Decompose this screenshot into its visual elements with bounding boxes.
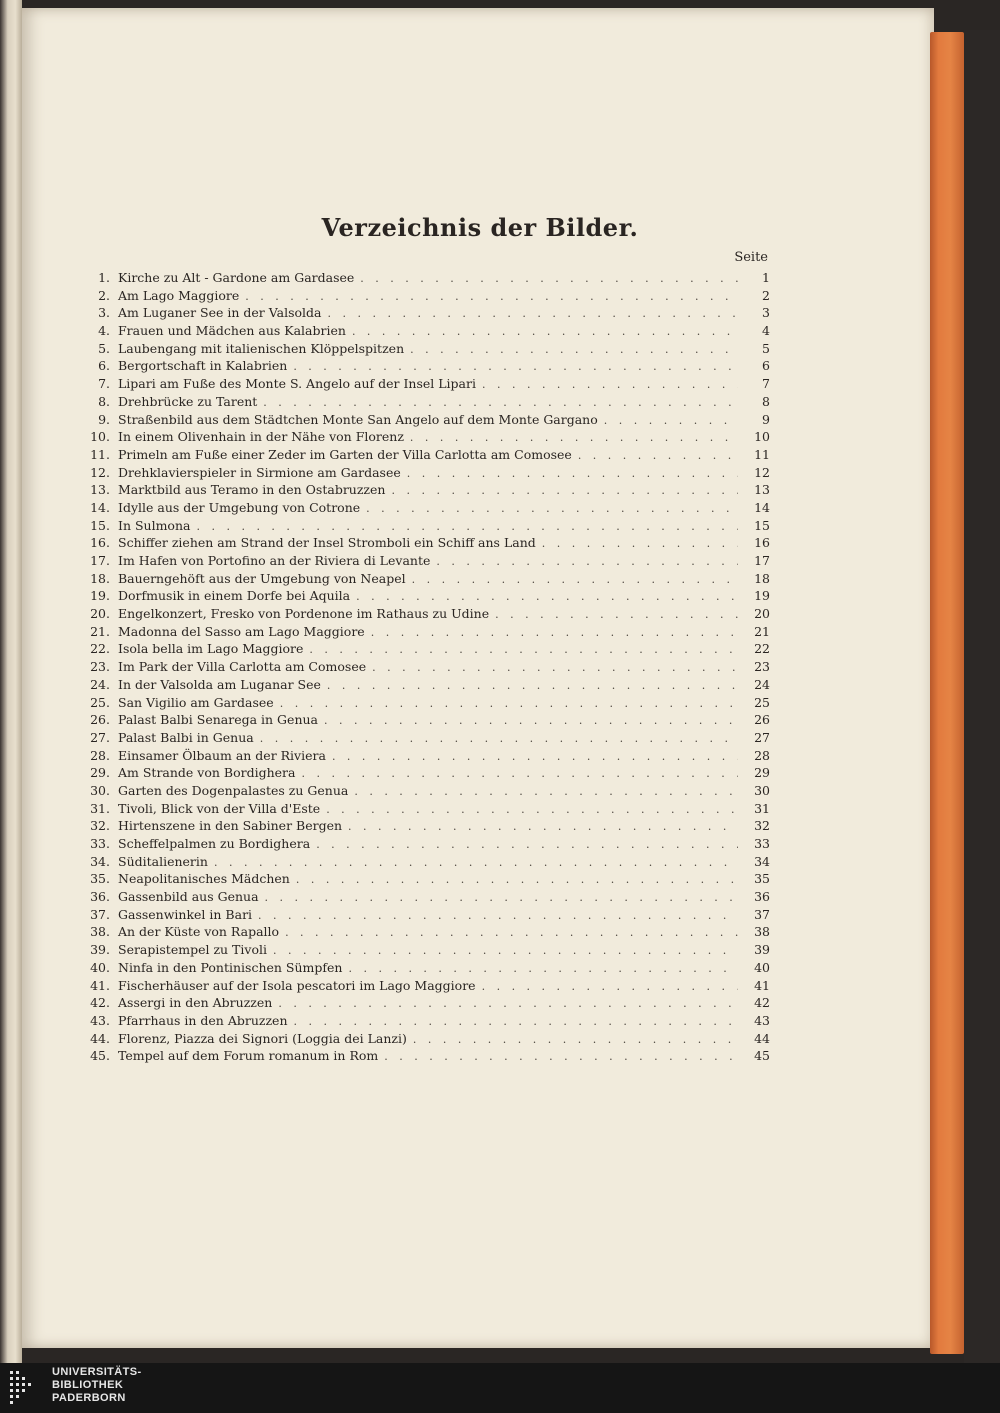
toc-entry-12 [84, 464, 770, 482]
leader-dots [372, 659, 738, 677]
toc-entry-4 [84, 322, 770, 340]
entry-number: 7. [98, 376, 110, 392]
entry-title: Drehbrücke zu Tarent [118, 393, 258, 409]
entry-number: 8. [98, 393, 110, 409]
leader-dots [348, 960, 738, 978]
entry-page: 8 [762, 393, 770, 409]
entry-number: 29. [90, 765, 110, 781]
leader-dots [260, 730, 738, 748]
toc-entry-37 [84, 906, 770, 924]
toc-entry-25 [84, 694, 770, 712]
entry-number: 39. [90, 942, 110, 958]
toc-entry-36 [84, 888, 770, 906]
entry-title: Pfarrhaus in den Abruzzen [118, 1012, 288, 1028]
entry-page: 5 [762, 340, 770, 356]
entry-page: 11 [754, 446, 770, 462]
entry-page: 40 [754, 959, 770, 975]
leader-dots [542, 535, 738, 553]
logo-line-2: BIBLIOTHEK [52, 1379, 124, 1391]
entry-page: 2 [762, 287, 770, 303]
entry-title: In einem Olivenhain in der Nähe von Florenz [118, 429, 404, 445]
entry-number: 44. [90, 1030, 110, 1046]
entry-number: 32. [90, 818, 110, 834]
entry-title: Isola bella im Lago Maggiore [118, 641, 304, 657]
toc-entry-13 [84, 481, 770, 499]
entry-page: 41 [754, 977, 770, 993]
toc-entry-7 [84, 375, 770, 393]
entry-page: 4 [762, 323, 770, 339]
toc-entry-27 [84, 729, 770, 747]
entry-page: 25 [754, 694, 770, 710]
entry-number: 3. [98, 305, 110, 321]
entry-title: Scheffelpalmen zu Bordighera [118, 836, 311, 851]
leader-dots [410, 429, 738, 447]
entry-page: 16 [754, 535, 770, 551]
leader-dots [301, 765, 738, 783]
toc-entry-16 [84, 534, 770, 552]
toc-entry-19 [84, 587, 770, 605]
library-logo-icon [8, 1367, 44, 1407]
entry-title: San Vigilio am Gardasee [118, 694, 274, 710]
entry-number: 2. [98, 287, 110, 303]
entry-number: 30. [90, 782, 110, 798]
entry-page: 33 [754, 836, 770, 851]
book-spine [930, 32, 964, 1354]
entry-page: 45 [754, 1048, 770, 1064]
leader-dots [196, 518, 738, 536]
entry-page: 10 [754, 429, 770, 445]
leader-dots [352, 323, 738, 341]
toc-entry-43 [84, 1012, 770, 1030]
entry-title: Am Strande von Bordighera [118, 765, 296, 781]
leader-dots [327, 305, 738, 323]
toc-entry-34 [84, 853, 770, 871]
leader-dots [309, 641, 738, 659]
toc-entry-44 [84, 1030, 770, 1048]
logo-line-1: UNIVERSITÄTS- [52, 1366, 142, 1378]
entry-number: 23. [90, 659, 110, 675]
leader-dots [265, 889, 738, 907]
leader-dots [263, 394, 738, 412]
leader-dots [258, 907, 738, 925]
toc-entry-17 [84, 552, 770, 570]
entry-number: 5. [98, 340, 110, 356]
table-of-contents [84, 269, 770, 1065]
leader-dots [407, 465, 738, 483]
entry-page: 38 [754, 924, 770, 940]
toc-entry-15 [84, 517, 770, 535]
toc-entry-24 [84, 676, 770, 694]
leader-dots [356, 588, 738, 606]
leader-dots [285, 924, 738, 942]
entry-number: 40. [90, 959, 110, 975]
entry-number: 28. [90, 747, 110, 763]
entry-number: 17. [90, 553, 110, 568]
entry-title: Tempel auf dem Forum romanum in Rom [118, 1048, 379, 1064]
leader-dots [327, 677, 738, 695]
entry-page: 42 [754, 995, 770, 1011]
toc-entry-23 [84, 658, 770, 676]
leader-dots [412, 571, 738, 589]
entry-number: 43. [90, 1012, 110, 1028]
entry-number: 35. [90, 871, 110, 887]
previous-page-edge [0, 0, 22, 1363]
entry-title: Neapolitanisches Mädchen [118, 871, 290, 887]
leader-dots [495, 606, 738, 624]
entry-page: 1 [762, 270, 770, 285]
toc-entry-31 [84, 800, 770, 818]
entry-title: Idylle aus der Umgebung von Cotrone [118, 499, 361, 515]
entry-number: 38. [90, 924, 110, 940]
toc-entry-5 [84, 340, 770, 358]
leader-dots [391, 482, 738, 500]
entry-title: Drehklavierspieler in Sirmione am Gardasee [118, 464, 401, 480]
entry-title: Am Luganer See in der Valsolda [118, 305, 322, 321]
entry-page: 35 [754, 871, 770, 887]
entry-page: 28 [754, 747, 770, 763]
scan-margin [964, 30, 1000, 1363]
entry-page: 6 [762, 358, 770, 374]
toc-entry-3 [84, 304, 770, 322]
footer-bar [0, 1363, 1000, 1413]
entry-title: Palast Balbi Senarega in Genua [118, 712, 318, 728]
entry-title: Laubengang mit italienischen Klöppelspitzen [118, 340, 405, 356]
toc-entry-32 [84, 817, 770, 835]
entry-title: Straßenbild aus dem Städtchen Monte San Angelo auf dem Monte Gargano [118, 411, 598, 427]
entry-title: Gassenwinkel in Bari [118, 906, 253, 922]
entry-title: Kirche zu Alt - Gardone am Gardasee [118, 270, 355, 285]
entry-page: 26 [754, 712, 770, 728]
entry-number: 34. [90, 853, 110, 869]
leader-dots [578, 447, 738, 465]
entry-number: 45. [90, 1048, 110, 1064]
entry-title: Im Hafen von Portofino an der Riviera di Levante [118, 553, 431, 568]
leader-dots [293, 358, 738, 376]
leader-dots [294, 1013, 738, 1031]
entry-title: Ninfa in den Pontinischen Sümpfen [118, 959, 343, 975]
toc-entry-41 [84, 977, 770, 995]
leader-dots [413, 1031, 738, 1049]
entry-title: Tivoli, Blick von der Villa d'Este [118, 800, 321, 816]
entry-page: 14 [754, 499, 770, 515]
leader-dots [332, 748, 738, 766]
entry-number: 12. [90, 464, 110, 480]
entry-number: 18. [90, 570, 110, 586]
leader-dots [604, 412, 738, 430]
logo-line-3: PADERBORN [52, 1392, 126, 1404]
entry-title: Dorfmusik in einem Dorfe bei Aquila [118, 588, 351, 604]
toc-entry-42 [84, 994, 770, 1012]
toc-entry-11 [84, 446, 770, 464]
toc-entry-26 [84, 711, 770, 729]
entry-page: 19 [754, 588, 770, 604]
toc-entry-1 [84, 269, 770, 287]
leader-dots [296, 871, 738, 889]
entry-title: Marktbild aus Teramo in den Ostabruzzen [118, 482, 386, 498]
entry-number: 13. [90, 482, 110, 498]
entry-title: Palast Balbi in Genua [118, 729, 254, 745]
entry-number: 24. [90, 676, 110, 692]
entry-number: 21. [90, 623, 110, 639]
entry-page: 23 [754, 659, 770, 675]
leader-dots [348, 818, 738, 836]
entry-title: Assergi in den Abruzzen [118, 995, 273, 1011]
toc-entry-10 [84, 428, 770, 446]
leader-dots [384, 1048, 738, 1066]
entry-page: 43 [754, 1012, 770, 1028]
entry-number: 26. [90, 712, 110, 728]
toc-entry-18 [84, 570, 770, 588]
entry-page: 17 [754, 553, 770, 568]
entry-number: 37. [90, 906, 110, 922]
entry-title: Garten des Dogenpalastes zu Genua [118, 782, 349, 798]
entry-title: Am Lago Maggiore [118, 287, 240, 303]
entry-title: Lipari am Fuße des Monte S. Angelo auf der Insel Lipari [118, 376, 476, 392]
entry-page: 29 [754, 765, 770, 781]
entry-page: 3 [762, 305, 770, 321]
entry-title: Primeln am Fuße einer Zeder im Garten der Villa Carlotta am Comosee [118, 446, 572, 462]
entry-number: 25. [90, 694, 110, 710]
toc-entry-33 [84, 835, 770, 853]
entry-title: Serapistempel zu Tivoli [118, 942, 267, 958]
leader-dots [360, 270, 738, 288]
toc-entry-38 [84, 923, 770, 941]
entry-title: Florenz, Piazza dei Signori (Loggia dei Lanzi) [118, 1030, 407, 1046]
entry-title: Frauen und Mädchen aus Kalabrien [118, 323, 346, 339]
toc-entry-45 [84, 1047, 770, 1065]
entry-page: 36 [754, 889, 770, 905]
entry-number: 10. [90, 429, 110, 445]
entry-title: An der Küste von Rapallo [118, 924, 280, 940]
entry-page: 32 [754, 818, 770, 834]
entry-number: 16. [90, 535, 110, 551]
toc-entry-22 [84, 640, 770, 658]
leader-dots [436, 553, 738, 571]
entry-page: 15 [754, 517, 770, 533]
entry-number: 1. [98, 270, 110, 285]
entry-number: 27. [90, 729, 110, 745]
entry-number: 33. [90, 836, 110, 851]
entry-page: 9 [762, 411, 770, 427]
entry-page: 34 [754, 853, 770, 869]
leader-dots [316, 836, 738, 854]
page-title: Verzeichnis der Bilder. [321, 213, 639, 242]
leader-dots [273, 942, 738, 960]
entry-page: 22 [754, 641, 770, 657]
leader-dots [278, 995, 738, 1013]
entry-title: Gassenbild aus Genua [118, 889, 259, 905]
toc-entry-21 [84, 623, 770, 641]
page-column-header: Seite [734, 250, 768, 265]
toc-entry-2 [84, 287, 770, 305]
entry-page: 24 [754, 676, 770, 692]
entry-title: Einsamer Ölbaum an der Riviera [118, 747, 326, 763]
toc-entry-29 [84, 764, 770, 782]
entry-title: In Sulmona [118, 517, 191, 533]
entry-page: 37 [754, 906, 770, 922]
library-logo-text [52, 1366, 142, 1405]
entry-title: Bergortschaft in Kalabrien [118, 358, 288, 374]
entry-title: Schiffer ziehen am Strand der Insel Stromboli ein Schiff ans Land [118, 535, 536, 551]
leader-dots [214, 854, 738, 872]
entry-page: 39 [754, 942, 770, 958]
entry-number: 4. [98, 323, 110, 339]
leader-dots [366, 500, 738, 518]
entry-number: 36. [90, 889, 110, 905]
toc-entry-14 [84, 499, 770, 517]
entry-title: Im Park der Villa Carlotta am Comosee [118, 659, 367, 675]
entry-page: 13 [754, 482, 770, 498]
entry-number: 9. [98, 411, 110, 427]
leader-dots [410, 341, 738, 359]
leader-dots [280, 695, 738, 713]
entry-number: 41. [90, 977, 110, 993]
leader-dots [354, 783, 738, 801]
entry-number: 20. [90, 606, 110, 622]
leader-dots [482, 376, 738, 394]
entry-number: 15. [90, 517, 110, 533]
entry-page: 27 [754, 729, 770, 745]
leader-dots [371, 624, 738, 642]
entry-page: 21 [754, 623, 770, 639]
entry-number: 31. [90, 800, 110, 816]
entry-title: Madonna del Sasso am Lago Maggiore [118, 623, 365, 639]
entry-number: 22. [90, 641, 110, 657]
entry-number: 42. [90, 995, 110, 1011]
toc-entry-40 [84, 959, 770, 977]
entry-title: Fischerhäuser auf der Isola pescatori im Lago Maggiore [118, 977, 476, 993]
entry-number: 19. [90, 588, 110, 604]
leader-dots [482, 978, 738, 996]
entry-page: 20 [754, 606, 770, 622]
entry-title: Hirtenszene in den Sabiner Bergen [118, 818, 343, 834]
entry-page: 12 [754, 464, 770, 480]
entry-title: Süditalienerin [118, 853, 208, 869]
toc-entry-20 [84, 605, 770, 623]
toc-entry-35 [84, 870, 770, 888]
toc-entry-8 [84, 393, 770, 411]
entry-number: 11. [90, 446, 110, 462]
toc-entry-28 [84, 747, 770, 765]
toc-entry-6 [84, 357, 770, 375]
entry-page: 31 [754, 800, 770, 816]
entry-title: Engelkonzert, Fresko von Pordenone im Rathaus zu Udine [118, 606, 490, 622]
entry-page: 30 [754, 782, 770, 798]
leader-dots [326, 801, 738, 819]
entry-title: In der Valsolda am Luganar See [118, 676, 321, 692]
leader-dots [324, 712, 738, 730]
toc-entry-39 [84, 941, 770, 959]
toc-entry-9 [84, 411, 770, 429]
entry-page: 44 [754, 1030, 770, 1046]
leader-dots [245, 288, 738, 306]
toc-entry-30 [84, 782, 770, 800]
entry-number: 6. [98, 358, 110, 374]
entry-number: 14. [90, 499, 110, 515]
entry-title: Bauerngehöft aus der Umgebung von Neapel [118, 570, 406, 586]
entry-page: 7 [762, 376, 770, 392]
entry-page: 18 [754, 570, 770, 586]
